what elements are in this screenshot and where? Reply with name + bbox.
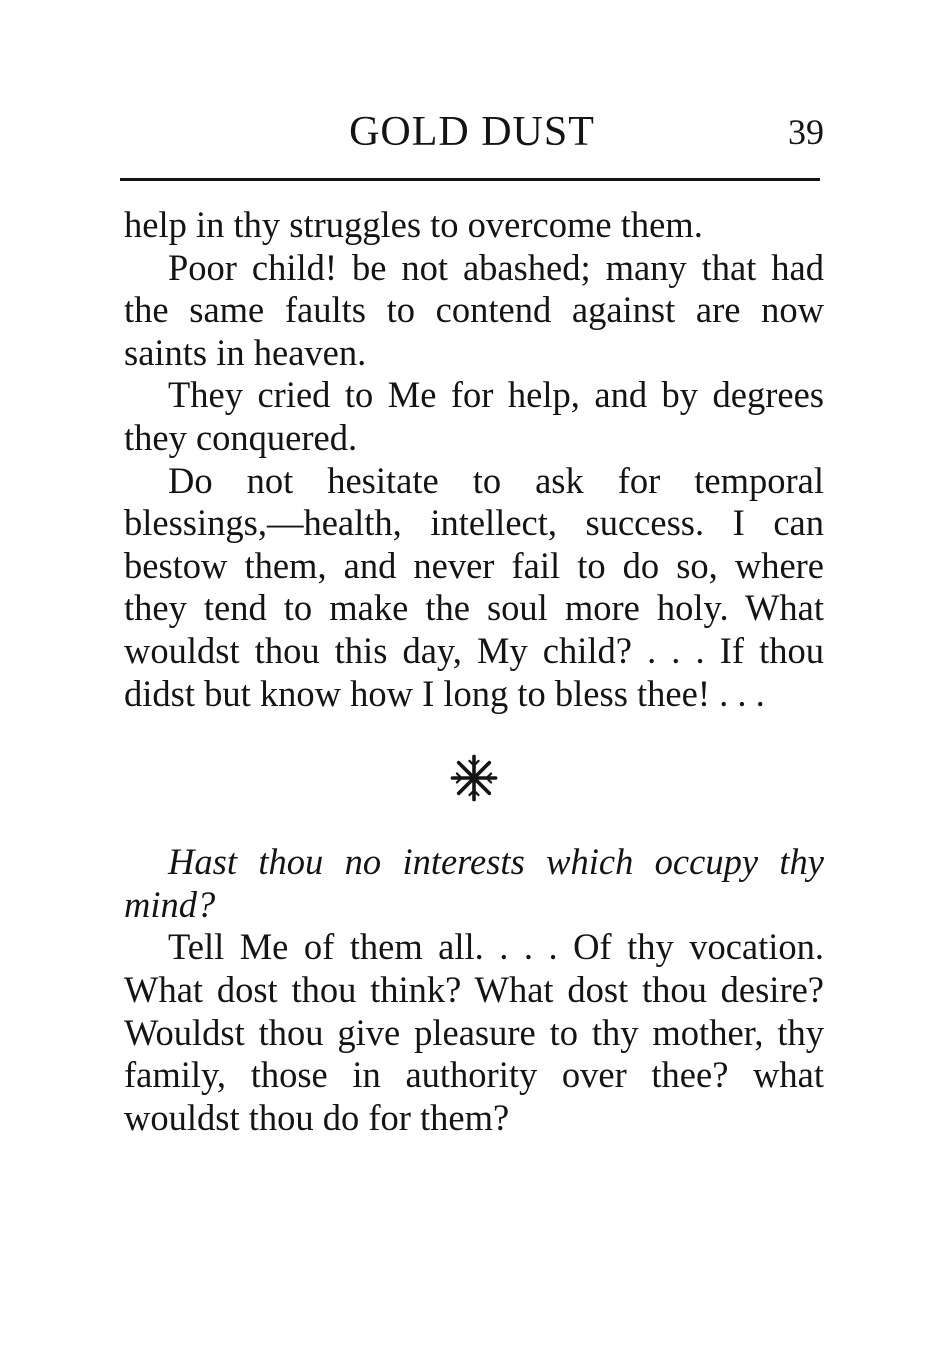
page-number: 39: [788, 112, 824, 152]
snowflake-ornament-icon: [447, 751, 501, 805]
running-title: GOLD DUST: [349, 109, 595, 155]
paragraph-poor-child: Poor child! be not abashed; many that had the same faults to contend against are now saints in heaven.: [124, 246, 824, 373]
paragraph-continued: help in thy struggles to overcome them.: [124, 204, 703, 245]
paragraph-they-cried: They cried to Me for help, and by degrees they conquered.: [124, 374, 824, 458]
paragraph-question: Hast thou no interests which occupy thy mind?: [124, 841, 824, 925]
paragraph-tell-me: Tell Me of them all. . . . Of thy vocation. What dost thou think? What dost thou desire? Wouldst thou give pleasure to thy mother, thy family, those in authority over thee? what wouldst thou do for them?: [124, 926, 824, 1138]
text-block: [124, 204, 824, 1139]
paragraph-temporal-blessings: Do not hesitate to ask for temporal blessings,—health, intellect, success. I can bestow them, and never fail to do so, where they tend to make the soul more holy. What wouldst thou this day, My child? . . . If thou didst but know how I long to bless thee! . . .: [124, 459, 824, 714]
header-rule: [120, 178, 820, 181]
section-ornament: [124, 715, 824, 841]
running-head: [120, 104, 824, 160]
